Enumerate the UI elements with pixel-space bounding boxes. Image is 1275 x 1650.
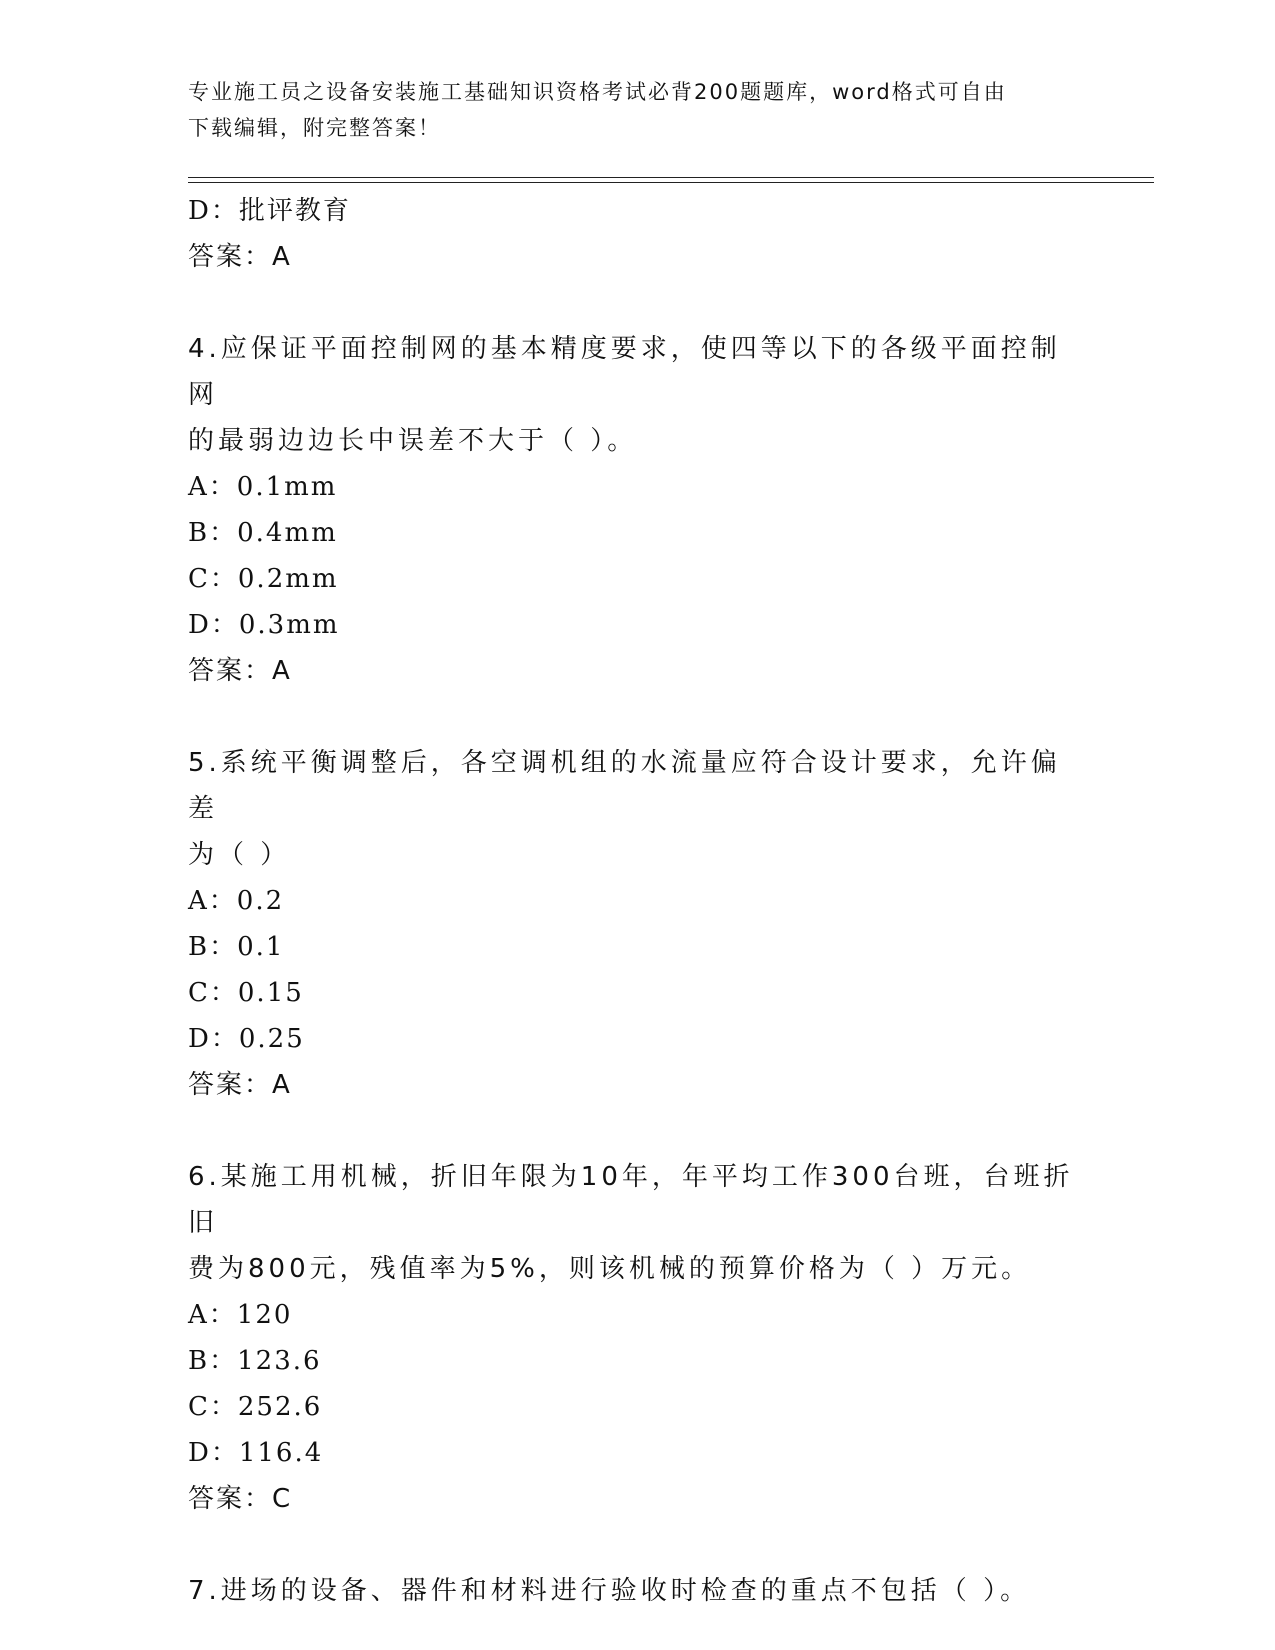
header-line-1: 专业施工员之设备安装施工基础知识资格考试必背200题题库，word格式可自由 — [188, 80, 1007, 104]
prev-answer: 答案：A — [188, 242, 292, 272]
header-rule-bottom — [188, 182, 1154, 183]
question-5-option-a: A：0.2 — [188, 886, 285, 916]
prev-option-d: D：批评教育 — [188, 196, 351, 226]
question-5-option-b: B：0.1 — [188, 932, 285, 962]
question-4-text-line-2: 的最弱边边长中误差不大于（ ）。 — [188, 426, 638, 456]
question-7 — [188, 1568, 1088, 1614]
question-4-option-a: A：0.1mm — [188, 472, 338, 502]
question-4-option-d: D：0.3mm — [188, 610, 340, 640]
question-5-text-line-1: 5.系统平衡调整后，各空调机组的水流量应符合设计要求，允许偏差 — [188, 748, 1061, 824]
question-5-option-c: C：0.15 — [188, 978, 304, 1008]
document-header — [188, 74, 1088, 146]
question-4-answer: 答案：A — [188, 656, 292, 686]
question-6-text-line-2: 费为800元，残值率为5%，则该机械的预算价格为（ ）万元。 — [188, 1254, 1032, 1284]
question-7-text-line-1: 7.进场的设备、器件和材料进行验收时检查的重点不包括（ ）。 — [188, 1576, 1031, 1606]
question-5-text-line-2: 为（ ） — [188, 840, 291, 870]
question-6-answer: 答案：C — [188, 1484, 293, 1514]
question-5-answer: 答案：A — [188, 1070, 292, 1100]
question-6-option-c: C：252.6 — [188, 1392, 323, 1422]
question-6-text-line-1: 6.某施工用机械，折旧年限为10年，年平均工作300台班，台班折旧 — [188, 1162, 1074, 1238]
question-6-option-a: A：120 — [188, 1300, 293, 1330]
question-4-text-line-1: 4.应保证平面控制网的基本精度要求，使四等以下的各级平面控制网 — [188, 334, 1061, 410]
question-5-option-d: D：0.25 — [188, 1024, 305, 1054]
header-rule-top — [188, 177, 1154, 178]
header-line-2: 下载编辑，附完整答案！ — [188, 116, 441, 140]
question-4 — [188, 326, 1088, 694]
question-4-option-b: B：0.4mm — [188, 518, 338, 548]
question-4-option-c: C：0.2mm — [188, 564, 339, 594]
question-6-option-d: D：116.4 — [188, 1438, 324, 1468]
question-content — [188, 188, 1088, 1614]
question-6-option-b: B：123.6 — [188, 1346, 322, 1376]
question-6 — [188, 1154, 1088, 1522]
question-5 — [188, 740, 1088, 1108]
